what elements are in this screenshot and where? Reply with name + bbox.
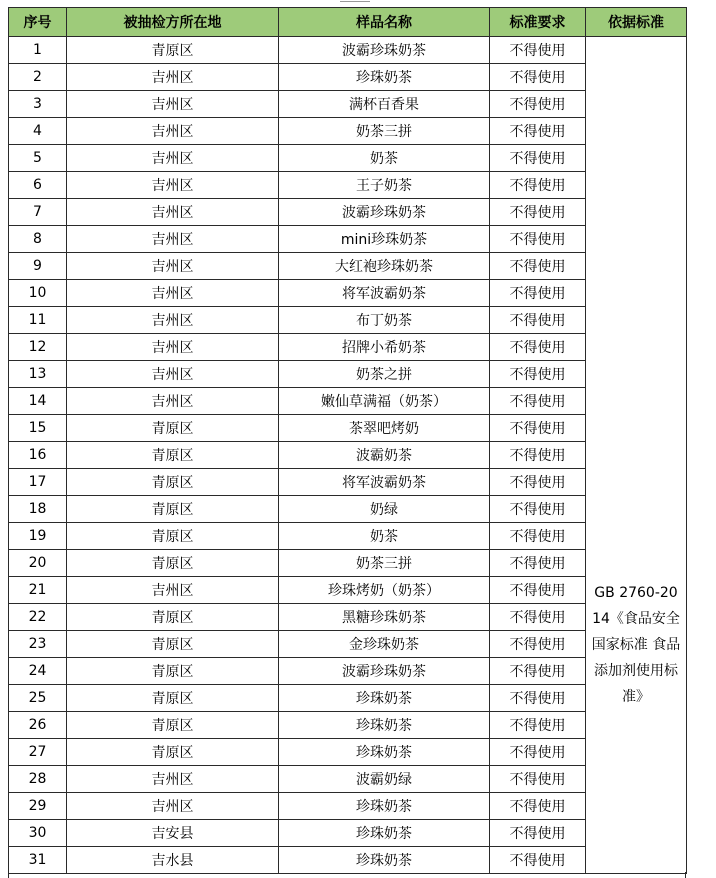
sample-name-cell: 布丁奶茶 — [279, 307, 490, 334]
requirement-cell: 不得使用 — [490, 712, 586, 739]
location-cell: 吉州区 — [67, 577, 279, 604]
requirement-cell: 不得使用 — [490, 145, 586, 172]
serial-number-cell: 1 — [9, 37, 67, 64]
serial-number-cell: 22 — [9, 604, 67, 631]
serial-number-cell: 13 — [9, 361, 67, 388]
location-cell: 青原区 — [67, 739, 279, 766]
sample-name-cell: 波霸珍珠奶茶 — [279, 37, 490, 64]
location-cell: 青原区 — [67, 469, 279, 496]
location-cell: 青原区 — [67, 685, 279, 712]
sample-name-cell: 珍珠奶茶 — [279, 739, 490, 766]
location-cell: 青原区 — [67, 496, 279, 523]
table-continuation-edge — [8, 872, 686, 878]
location-cell: 吉州区 — [67, 280, 279, 307]
sample-name-cell: 嫩仙草满福（奶茶） — [279, 388, 490, 415]
requirement-cell: 不得使用 — [490, 118, 586, 145]
sample-name-cell: 奶茶三拼 — [279, 550, 490, 577]
sample-name-cell: 金珍珠奶茶 — [279, 631, 490, 658]
table-row — [9, 496, 687, 523]
sample-name-cell: 奶绿 — [279, 496, 490, 523]
sample-name-cell: 将军波霸奶茶 — [279, 469, 490, 496]
location-cell: 吉州区 — [67, 145, 279, 172]
table-row — [9, 820, 687, 847]
header-row — [9, 8, 687, 37]
sample-name-cell: 波霸珍珠奶茶 — [279, 658, 490, 685]
location-cell: 吉州区 — [67, 118, 279, 145]
sample-name-cell: 珍珠奶茶 — [279, 712, 490, 739]
header-serial-number: 序号 — [9, 8, 67, 37]
serial-number-cell: 25 — [9, 685, 67, 712]
requirement-cell: 不得使用 — [490, 91, 586, 118]
requirement-cell: 不得使用 — [490, 280, 586, 307]
sample-name-cell: 王子奶茶 — [279, 172, 490, 199]
serial-number-cell: 31 — [9, 847, 67, 874]
table-row — [9, 577, 687, 604]
table-row — [9, 739, 687, 766]
requirement-cell: 不得使用 — [490, 631, 586, 658]
serial-number-cell: 23 — [9, 631, 67, 658]
serial-number-cell: 15 — [9, 415, 67, 442]
location-cell: 青原区 — [67, 604, 279, 631]
serial-number-cell: 8 — [9, 226, 67, 253]
serial-number-cell: 18 — [9, 496, 67, 523]
requirement-cell: 不得使用 — [490, 793, 586, 820]
table-row — [9, 415, 687, 442]
location-cell: 吉州区 — [67, 172, 279, 199]
requirement-cell: 不得使用 — [490, 685, 586, 712]
location-cell: 吉安县 — [67, 820, 279, 847]
requirement-cell: 不得使用 — [490, 172, 586, 199]
sample-name-cell: 奶茶三拼 — [279, 118, 490, 145]
requirement-cell: 不得使用 — [490, 739, 586, 766]
table-row — [9, 469, 687, 496]
table-row — [9, 685, 687, 712]
location-cell: 吉水县 — [67, 847, 279, 874]
header-sample-name: 样品名称 — [279, 8, 490, 37]
table-row — [9, 712, 687, 739]
table-row — [9, 604, 687, 631]
location-cell: 吉州区 — [67, 226, 279, 253]
serial-number-cell: 24 — [9, 658, 67, 685]
requirement-cell: 不得使用 — [490, 442, 586, 469]
serial-number-cell: 7 — [9, 199, 67, 226]
location-cell: 吉州区 — [67, 307, 279, 334]
requirement-cell: 不得使用 — [490, 253, 586, 280]
location-cell: 吉州区 — [67, 334, 279, 361]
table-row — [9, 280, 687, 307]
table-row — [9, 199, 687, 226]
requirement-cell: 不得使用 — [490, 415, 586, 442]
requirement-cell: 不得使用 — [490, 307, 586, 334]
requirement-cell: 不得使用 — [490, 37, 586, 64]
serial-number-cell: 2 — [9, 64, 67, 91]
location-cell: 青原区 — [67, 37, 279, 64]
serial-number-cell: 19 — [9, 523, 67, 550]
standard-cell — [586, 37, 687, 874]
serial-number-cell: 16 — [9, 442, 67, 469]
requirement-cell: 不得使用 — [490, 388, 586, 415]
header-location: 被抽检方所在地 — [67, 8, 279, 37]
requirement-cell: 不得使用 — [490, 469, 586, 496]
sample-name-cell: 珍珠奶茶 — [279, 64, 490, 91]
table-row — [9, 388, 687, 415]
requirement-cell: 不得使用 — [490, 766, 586, 793]
requirement-cell: 不得使用 — [490, 550, 586, 577]
serial-number-cell: 28 — [9, 766, 67, 793]
serial-number-cell: 29 — [9, 793, 67, 820]
serial-number-cell: 10 — [9, 280, 67, 307]
sampling-results-table — [8, 7, 687, 874]
serial-number-cell: 4 — [9, 118, 67, 145]
table-row — [9, 442, 687, 469]
location-cell: 吉州区 — [67, 388, 279, 415]
sample-name-cell: 奶茶之拼 — [279, 361, 490, 388]
table-row — [9, 334, 687, 361]
sample-name-cell: 奶茶 — [279, 145, 490, 172]
serial-number-cell: 3 — [9, 91, 67, 118]
serial-number-cell: 11 — [9, 307, 67, 334]
location-cell: 青原区 — [67, 442, 279, 469]
table-row — [9, 91, 687, 118]
header-standard: 依据标准 — [586, 8, 687, 37]
serial-number-cell: 12 — [9, 334, 67, 361]
serial-number-cell: 5 — [9, 145, 67, 172]
table-row — [9, 361, 687, 388]
location-cell: 吉州区 — [67, 793, 279, 820]
requirement-cell: 不得使用 — [490, 820, 586, 847]
sample-name-cell: 珍珠烤奶（奶茶） — [279, 577, 490, 604]
serial-number-cell: 30 — [9, 820, 67, 847]
serial-number-cell: 14 — [9, 388, 67, 415]
table-row — [9, 253, 687, 280]
serial-number-cell: 27 — [9, 739, 67, 766]
serial-number-cell: 6 — [9, 172, 67, 199]
serial-number-cell: 20 — [9, 550, 67, 577]
sample-name-cell: 茶翠吧烤奶 — [279, 415, 490, 442]
serial-number-cell: 17 — [9, 469, 67, 496]
location-cell: 青原区 — [67, 550, 279, 577]
table-row — [9, 37, 687, 64]
location-cell: 青原区 — [67, 658, 279, 685]
sample-name-cell: 将军波霸奶茶 — [279, 280, 490, 307]
cropped-title-remnant — [300, 0, 420, 3]
table-row — [9, 658, 687, 685]
location-cell: 吉州区 — [67, 199, 279, 226]
sample-name-cell: 黑糖珍珠奶茶 — [279, 604, 490, 631]
requirement-cell: 不得使用 — [490, 199, 586, 226]
sample-name-cell: 波霸珍珠奶茶 — [279, 199, 490, 226]
location-cell: 吉州区 — [67, 361, 279, 388]
requirement-cell: 不得使用 — [490, 361, 586, 388]
sampling-results-table-container — [8, 7, 687, 874]
requirement-cell: 不得使用 — [490, 847, 586, 874]
table-header — [9, 8, 687, 37]
table-row — [9, 793, 687, 820]
table-row — [9, 64, 687, 91]
table-row — [9, 847, 687, 874]
sample-name-cell: 大红袍珍珠奶茶 — [279, 253, 490, 280]
location-cell: 吉州区 — [67, 253, 279, 280]
requirement-cell: 不得使用 — [490, 604, 586, 631]
requirement-cell: 不得使用 — [490, 523, 586, 550]
serial-number-cell: 9 — [9, 253, 67, 280]
requirement-cell: 不得使用 — [490, 334, 586, 361]
requirement-cell: 不得使用 — [490, 226, 586, 253]
requirement-cell: 不得使用 — [490, 577, 586, 604]
location-cell: 青原区 — [67, 631, 279, 658]
sample-name-cell: mini珍珠奶茶 — [279, 226, 490, 253]
sample-name-cell: 满杯百香果 — [279, 91, 490, 118]
table-row — [9, 523, 687, 550]
header-requirement: 标准要求 — [490, 8, 586, 37]
table-row — [9, 631, 687, 658]
sample-name-cell: 波霸奶绿 — [279, 766, 490, 793]
table-row — [9, 226, 687, 253]
location-cell: 吉州区 — [67, 64, 279, 91]
standard-text: GB 2760-2014《食品安全国家标准 食品添加剂使用标准》 — [591, 585, 681, 705]
sample-name-cell: 奶茶 — [279, 523, 490, 550]
sample-name-cell: 招牌小希奶茶 — [279, 334, 490, 361]
sample-name-cell: 珍珠奶茶 — [279, 820, 490, 847]
sample-name-cell: 波霸奶茶 — [279, 442, 490, 469]
requirement-cell: 不得使用 — [490, 64, 586, 91]
table-row — [9, 307, 687, 334]
sample-name-cell: 珍珠奶茶 — [279, 847, 490, 874]
serial-number-cell: 21 — [9, 577, 67, 604]
table-row — [9, 145, 687, 172]
table-row — [9, 172, 687, 199]
location-cell: 吉州区 — [67, 91, 279, 118]
requirement-cell: 不得使用 — [490, 496, 586, 523]
location-cell: 吉州区 — [67, 766, 279, 793]
table-body — [9, 37, 687, 874]
location-cell: 青原区 — [67, 415, 279, 442]
requirement-cell: 不得使用 — [490, 658, 586, 685]
sample-name-cell: 珍珠奶茶 — [279, 685, 490, 712]
table-row — [9, 766, 687, 793]
sample-name-cell: 珍珠奶茶 — [279, 793, 490, 820]
location-cell: 青原区 — [67, 523, 279, 550]
table-row — [9, 550, 687, 577]
location-cell: 青原区 — [67, 712, 279, 739]
serial-number-cell: 26 — [9, 712, 67, 739]
table-row — [9, 118, 687, 145]
